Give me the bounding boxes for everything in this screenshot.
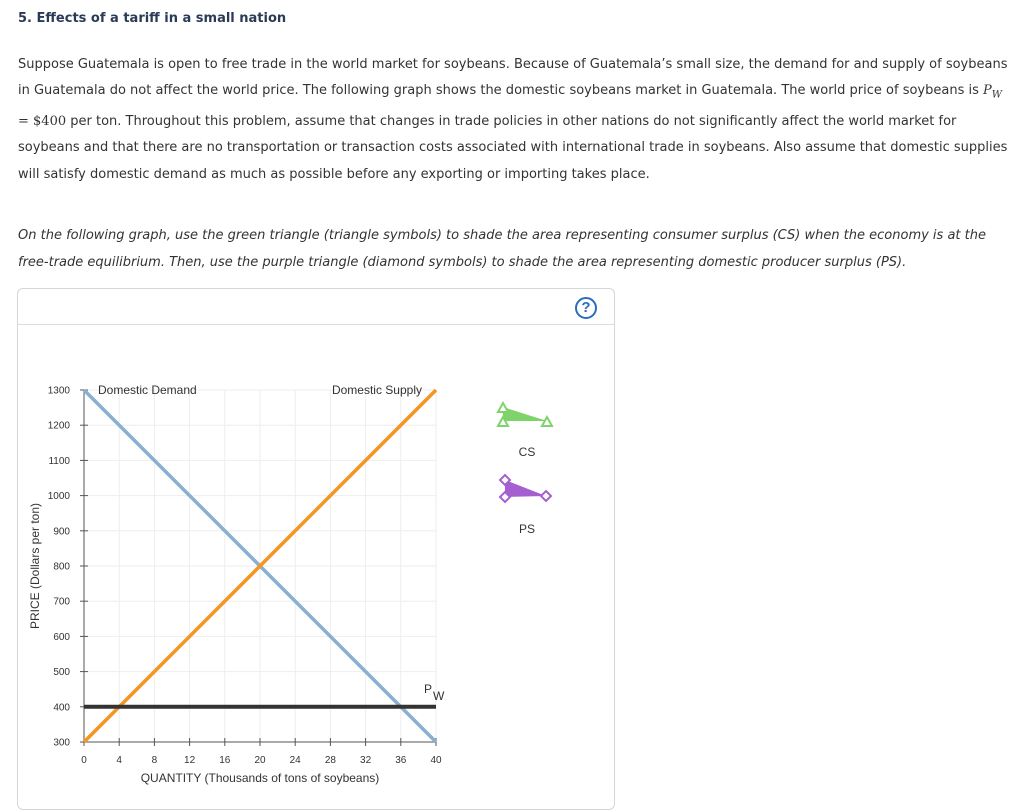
y-axis-title: PRICE (Dollars per ton) <box>28 502 42 630</box>
cs-triangle-icon[interactable] <box>503 407 547 421</box>
question-title: 5. Effects of a tariff in a small nation <box>18 11 287 26</box>
x-tick-label-0: 0 <box>81 755 87 766</box>
x-tick-label-24: 24 <box>289 755 301 766</box>
help-icon[interactable]: ? <box>575 297 597 319</box>
ps-legend-label: PS <box>518 522 536 536</box>
world-price-label: P <box>424 681 433 696</box>
x-axis-title: QUANTITY (Thousands of tons of soybeans) <box>140 771 380 785</box>
x-tick-label-16: 16 <box>219 755 231 766</box>
x-tick-label-32: 32 <box>360 755 372 766</box>
x-tick-label-4: 4 <box>116 755 122 766</box>
cs-vertex-marker-3[interactable] <box>542 417 552 426</box>
x-tick-label-8: 8 <box>151 755 158 766</box>
y-tick-label-600: 600 <box>53 631 70 643</box>
cs-vertex-marker-1[interactable] <box>498 403 508 412</box>
supply-curve-label: Domestic Supply <box>331 383 422 397</box>
description-part-1: Suppose Guatemala is open to free trade in the world market for soybeans. Because of Guatemala’s small size, the demand for and supply of soybeans in Guatemala do not affect the world price. The following graph shows the domestic soybeans market in Guatemala. The world price of soybeans is <box>18 57 1008 99</box>
x-tick-label-20: 20 <box>254 755 266 766</box>
y-tick-label-1100: 1100 <box>48 455 70 467</box>
y-tick-label-900: 900 <box>53 526 70 538</box>
x-tick-label-40: 40 <box>430 755 442 766</box>
description-part-2: per ton. Throughout this problem, assume that changes in trade policies in other nations do not significantly affect the world market for soybeans and that there are no transportation or transaction costs associated with international trade in soybeans. Also assume that domestic supplies will satisfy domestic demand as much as possible before any exporting or importing takes place. <box>18 114 1008 182</box>
y-tick-label-1300: 1300 <box>47 385 70 397</box>
world-price-label-sub: W <box>433 688 445 703</box>
x-tick-label-28: 28 <box>324 755 336 766</box>
x-tick-label-12: 12 <box>184 755 196 766</box>
y-tick-label-1000: 1000 <box>47 491 70 503</box>
world-price-value: = $400 <box>18 114 67 130</box>
y-tick-label-700: 700 <box>53 596 70 608</box>
ps-vertex-marker-3[interactable] <box>541 491 551 501</box>
ps-triangle-icon[interactable] <box>505 480 546 497</box>
demand-curve-label: Domestic Demand <box>98 383 197 397</box>
cs-legend-label: CS <box>518 445 536 459</box>
y-tick-label-500: 500 <box>53 667 70 679</box>
y-tick-label-1200: 1200 <box>47 420 70 432</box>
world-price-symbol: $P_W$ <box>983 83 1003 101</box>
legend[interactable] <box>498 403 552 536</box>
x-tick-label-36: 36 <box>395 755 407 766</box>
y-tick-label-400: 400 <box>53 702 70 714</box>
y-tick-label-300: 300 <box>53 737 70 749</box>
graph-instructions: On the following graph, use the green triangle (triangle symbols) to shade the area representing consumer surplus (CS) when the economy is at the free-trade equilibrium. Then, use the purple triangle (diamond symbols) to shade the area representing domestic producer surplus (PS). <box>18 228 986 270</box>
y-tick-label-800: 800 <box>53 561 70 573</box>
